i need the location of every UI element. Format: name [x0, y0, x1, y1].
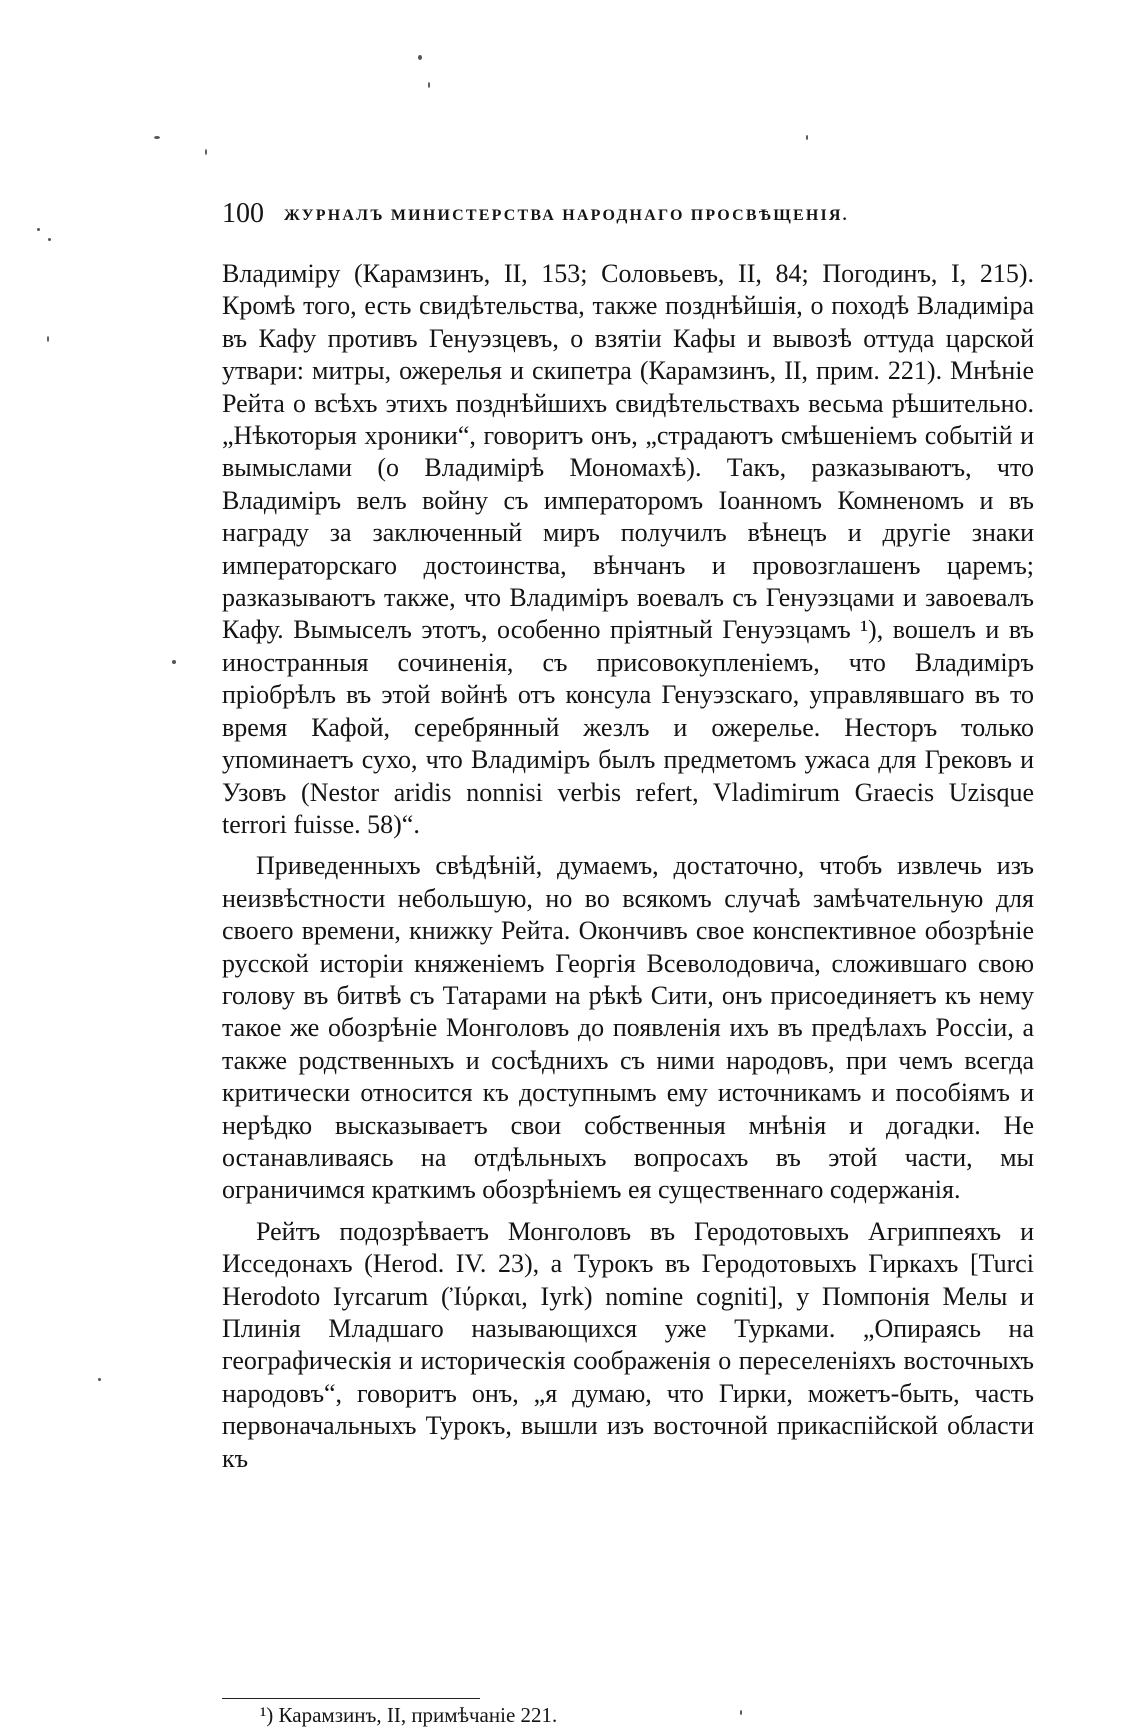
paragraph-2: Приведенныхъ свѣдѣній, думаемъ, достаточно, чтобъ извлечь изъ неизвѣстности небольшую, но во всякомъ случаѣ замѣчательную для своего времени, книжку Рейта. Окончивъ свое конспективное обозрѣніе русской исторіи княженіемъ Георгія Всеволодовича, сложившаго свою голову въ битвѣ съ Татарами на рѣкѣ Сити, онъ присоединяетъ къ нему такое же обозрѣніе Монголовъ до появленія ихъ въ предѣлахъ Россіи, а также родственныхъ и сосѣднихъ съ ними народовъ, при чемъ всегда критически относится къ доступнымъ ему источникамъ и пособіямъ и нерѣдко высказываетъ свои собственныя мнѣнія и догадки. Не останавливаясь на отдѣльныхъ вопросахъ въ этой части, мы ограничимся краткимъ обозрѣніемъ ея существеннаго содержанія. [222, 851, 1034, 1205]
page-number: 100 [222, 198, 264, 229]
footnote: ¹) Карамзинъ, II, примѣчаніе 221. [260, 1703, 558, 1727]
paragraph-1: Владиміру (Карамзинъ, II, 153; Соловьевъ, II, 84; Погодинъ, I, 215). Кромѣ того, есть свидѣтельства, также позднѣйшія, о походѣ Владиміра въ Кафу противъ Генуэзцевъ, о взятіи Кафы и вывозѣ оттуда царской утвари: митры, ожерелья и скипетра (Карамзинъ, II, прим. 221). Мнѣніе Рейта о всѣхъ этихъ позднѣйшихъ свидѣтельствахъ весьма рѣшительно. „Нѣкоторыя хроники“, говоритъ онъ, „страдаютъ смѣшеніемъ событій и вымыслами (о Владимірѣ Мономахѣ). Такъ, разказываютъ, что Владиміръ велъ войну съ императоромъ Іоанномъ Комненомъ и въ награду за заключенный миръ получилъ вѣнецъ и другіе знаки императорскаго достоинства, вѣнчанъ и провозглашенъ царемъ; разказываютъ также, что Владиміръ воевалъ съ Генуэзцами и завоевалъ Кафу. Вымыселъ этотъ, особенно пріятный Генуэзцамъ ¹), вошелъ и въ иностранныя сочиненія, съ присовокупленіемъ, что Владиміръ пріобрѣлъ въ этой войнѣ отъ консула Генуэзскаго, управлявшаго въ то время Кафой, серебрянный жезлъ и ожерелье. Несторъ только упоминаетъ сухо, что Владиміръ былъ предметомъ ужаса для Грековъ и Узовъ (Nestor aridis nonnisi verbis refert, Vladimirum Graecis Uzisque terrori fuisse. 58)“. [222, 259, 1034, 839]
main-text [222, 258, 1034, 1475]
page-header [222, 196, 1032, 232]
paragraph-3: Рейтъ подозрѣваетъ Монголовъ въ Геродотовыхъ Агриппеяхъ и Исседонахъ (Herod. IV. 23), а Турокъ въ Геродотовыхъ Гиркахъ [Turci Herodoto Iyrcarum (Ἰύρκαι, Iyrk) nomine cogniti], у Помпонія Мелы и Плинія Младшаго называющихся уже Турками. „Опираясь на географическія и историческія соображенія о переселеніяхъ восточныхъ народовъ“, говоритъ онъ, „я думаю, что Гирки, можетъ-быть, часть первоначальныхъ Турокъ, вышли изъ восточной прикаспійской области къ [222, 1216, 1034, 1473]
footnote-divider [222, 1698, 480, 1699]
running-head: ЖУРНАЛЪ МИНИСТЕРСТВА НАРОДНАГО ПРОСВѢЩЕНІЯ. [284, 207, 849, 224]
